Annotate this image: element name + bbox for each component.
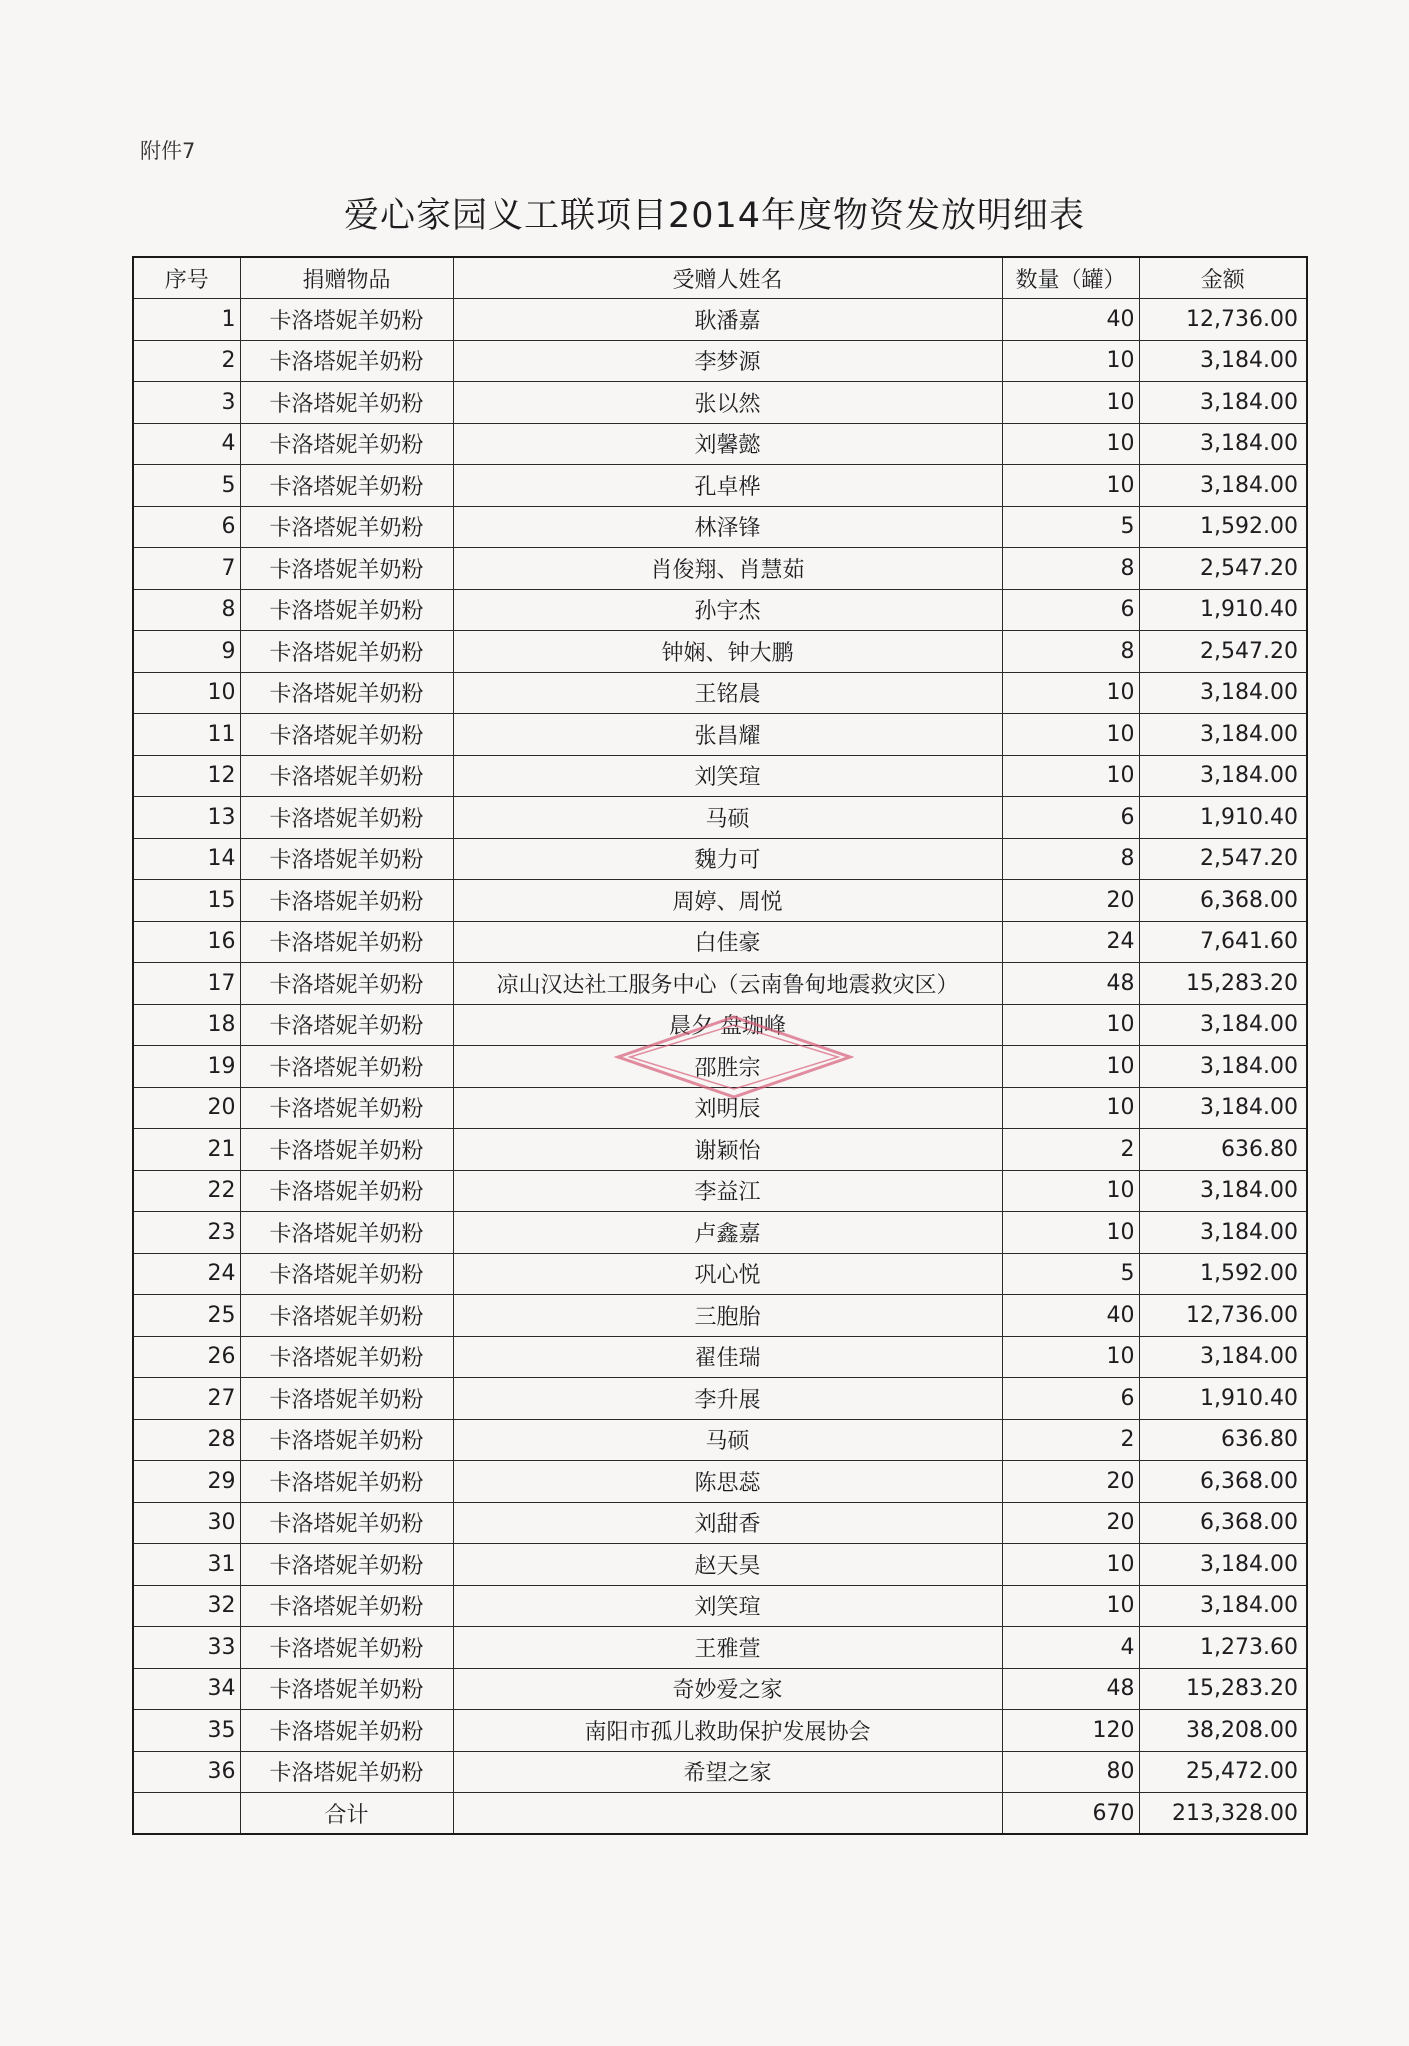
amount: 7,641.60 [1139, 921, 1307, 963]
donated-item: 卡洛塔妮羊奶粉 [240, 714, 453, 756]
quantity: 8 [1002, 838, 1139, 880]
donated-item: 卡洛塔妮羊奶粉 [240, 672, 453, 714]
amount: 3,184.00 [1139, 672, 1307, 714]
quantity: 20 [1002, 1461, 1139, 1503]
row-number: 30 [133, 1502, 240, 1544]
amount: 2,547.20 [1139, 548, 1307, 590]
recipient-name: 谢颖怡 [453, 1129, 1002, 1171]
donated-item: 卡洛塔妮羊奶粉 [240, 921, 453, 963]
amount: 15,283.20 [1139, 963, 1307, 1005]
table-row [133, 672, 1307, 714]
recipient-name: 刘笑瑄 [453, 1585, 1002, 1627]
amount: 3,184.00 [1139, 1544, 1307, 1586]
amount: 15,283.20 [1139, 1668, 1307, 1710]
row-number: 2 [133, 340, 240, 382]
donated-item: 卡洛塔妮羊奶粉 [240, 755, 453, 797]
table-row [133, 797, 1307, 839]
row-number: 16 [133, 921, 240, 963]
recipient-name: 孙宇杰 [453, 589, 1002, 631]
quantity: 2 [1002, 1419, 1139, 1461]
row-number: 27 [133, 1378, 240, 1420]
row-number: 26 [133, 1336, 240, 1378]
donated-item: 卡洛塔妮羊奶粉 [240, 1295, 453, 1337]
table-row [133, 1502, 1307, 1544]
amount: 1,910.40 [1139, 1378, 1307, 1420]
donated-item: 卡洛塔妮羊奶粉 [240, 1336, 453, 1378]
quantity: 10 [1002, 714, 1139, 756]
recipient-name: 卢鑫嘉 [453, 1212, 1002, 1254]
quantity: 10 [1002, 465, 1139, 507]
recipient-name: 奇妙爱之家 [453, 1668, 1002, 1710]
row-number: 8 [133, 589, 240, 631]
quantity: 40 [1002, 299, 1139, 341]
row-number: 5 [133, 465, 240, 507]
distribution-table [132, 256, 1308, 1835]
donated-item: 卡洛塔妮羊奶粉 [240, 1710, 453, 1752]
quantity: 20 [1002, 1502, 1139, 1544]
total-quantity: 670 [1002, 1793, 1139, 1835]
table-row [133, 1087, 1307, 1129]
quantity: 10 [1002, 1544, 1139, 1586]
donated-item: 卡洛塔妮羊奶粉 [240, 1378, 453, 1420]
recipient-name: 马硕 [453, 797, 1002, 839]
quantity: 8 [1002, 548, 1139, 590]
recipient-name: 马硕 [453, 1419, 1002, 1461]
table-row [133, 631, 1307, 673]
donated-item: 卡洛塔妮羊奶粉 [240, 423, 453, 465]
amount: 3,184.00 [1139, 714, 1307, 756]
recipient-name: 王雅萱 [453, 1627, 1002, 1669]
recipient-name: 刘甜香 [453, 1502, 1002, 1544]
table-row [133, 589, 1307, 631]
amount: 12,736.00 [1139, 1295, 1307, 1337]
amount: 3,184.00 [1139, 1004, 1307, 1046]
amount: 3,184.00 [1139, 1585, 1307, 1627]
total-label: 合计 [240, 1793, 453, 1835]
amount: 2,547.20 [1139, 838, 1307, 880]
quantity: 10 [1002, 340, 1139, 382]
row-number: 29 [133, 1461, 240, 1503]
recipient-name: 陈思蕊 [453, 1461, 1002, 1503]
recipient-name: 周婷、周悦 [453, 880, 1002, 922]
row-number: 6 [133, 506, 240, 548]
quantity: 10 [1002, 423, 1139, 465]
quantity: 10 [1002, 1170, 1139, 1212]
donated-item: 卡洛塔妮羊奶粉 [240, 631, 453, 673]
quantity: 6 [1002, 797, 1139, 839]
donated-item: 卡洛塔妮羊奶粉 [240, 1046, 453, 1088]
quantity: 48 [1002, 963, 1139, 1005]
donated-item: 卡洛塔妮羊奶粉 [240, 1129, 453, 1171]
quantity: 10 [1002, 1336, 1139, 1378]
recipient-name: 李益江 [453, 1170, 1002, 1212]
column-header-recipient: 受赠人姓名 [453, 257, 1002, 299]
donated-item: 卡洛塔妮羊奶粉 [240, 465, 453, 507]
row-number: 32 [133, 1585, 240, 1627]
column-header-amount: 金额 [1139, 257, 1307, 299]
table-row [133, 340, 1307, 382]
row-number: 33 [133, 1627, 240, 1669]
donated-item: 卡洛塔妮羊奶粉 [240, 506, 453, 548]
donated-item: 卡洛塔妮羊奶粉 [240, 880, 453, 922]
quantity: 10 [1002, 1087, 1139, 1129]
amount: 3,184.00 [1139, 755, 1307, 797]
table-row [133, 1585, 1307, 1627]
row-number: 7 [133, 548, 240, 590]
donated-item: 卡洛塔妮羊奶粉 [240, 299, 453, 341]
amount: 3,184.00 [1139, 382, 1307, 424]
row-number: 14 [133, 838, 240, 880]
column-header-item: 捐赠物品 [240, 257, 453, 299]
donated-item: 卡洛塔妮羊奶粉 [240, 382, 453, 424]
quantity: 10 [1002, 755, 1139, 797]
donated-item: 卡洛塔妮羊奶粉 [240, 1668, 453, 1710]
table-row [133, 1544, 1307, 1586]
recipient-name: 魏力可 [453, 838, 1002, 880]
quantity: 6 [1002, 589, 1139, 631]
donated-item: 卡洛塔妮羊奶粉 [240, 1585, 453, 1627]
row-number: 23 [133, 1212, 240, 1254]
recipient-name: 赵天昊 [453, 1544, 1002, 1586]
row-number: 31 [133, 1544, 240, 1586]
donated-item: 卡洛塔妮羊奶粉 [240, 1419, 453, 1461]
quantity: 120 [1002, 1710, 1139, 1752]
table-row [133, 1212, 1307, 1254]
row-number: 24 [133, 1253, 240, 1295]
amount: 3,184.00 [1139, 423, 1307, 465]
table-row [133, 1751, 1307, 1793]
table-row [133, 880, 1307, 922]
donated-item: 卡洛塔妮羊奶粉 [240, 548, 453, 590]
row-number: 3 [133, 382, 240, 424]
amount: 2,547.20 [1139, 631, 1307, 673]
donated-item: 卡洛塔妮羊奶粉 [240, 838, 453, 880]
row-number: 19 [133, 1046, 240, 1088]
row-number: 15 [133, 880, 240, 922]
amount: 6,368.00 [1139, 1461, 1307, 1503]
quantity: 6 [1002, 1378, 1139, 1420]
amount: 1,592.00 [1139, 506, 1307, 548]
amount: 3,184.00 [1139, 340, 1307, 382]
recipient-name: 白佳豪 [453, 921, 1002, 963]
quantity: 80 [1002, 1751, 1139, 1793]
recipient-name: 刘馨懿 [453, 423, 1002, 465]
total-row-empty-cell [453, 1793, 1002, 1835]
total-row-empty-cell [133, 1793, 240, 1835]
table-row [133, 1253, 1307, 1295]
table-body [133, 299, 1307, 1793]
table-row [133, 548, 1307, 590]
quantity: 2 [1002, 1129, 1139, 1171]
amount: 3,184.00 [1139, 1336, 1307, 1378]
table-header-row [133, 257, 1307, 299]
quantity: 20 [1002, 880, 1139, 922]
recipient-name: 刘明辰 [453, 1087, 1002, 1129]
quantity: 5 [1002, 1253, 1139, 1295]
recipient-name: 凉山汉达社工服务中心（云南鲁甸地震救灾区） [453, 963, 1002, 1005]
table-row [133, 1336, 1307, 1378]
row-number: 12 [133, 755, 240, 797]
attachment-label: 附件7 [140, 139, 196, 163]
recipient-name: 肖俊翔、肖慧茹 [453, 548, 1002, 590]
donated-item: 卡洛塔妮羊奶粉 [240, 797, 453, 839]
donated-item: 卡洛塔妮羊奶粉 [240, 1170, 453, 1212]
recipient-name: 南阳市孤儿救助保护发展协会 [453, 1710, 1002, 1752]
table-row [133, 1378, 1307, 1420]
total-amount: 213,328.00 [1139, 1793, 1307, 1835]
recipient-name: 李升展 [453, 1378, 1002, 1420]
recipient-name: 希望之家 [453, 1751, 1002, 1793]
quantity: 10 [1002, 382, 1139, 424]
donated-item: 卡洛塔妮羊奶粉 [240, 1461, 453, 1503]
row-number: 34 [133, 1668, 240, 1710]
row-number: 18 [133, 1004, 240, 1046]
row-number: 22 [133, 1170, 240, 1212]
recipient-name: 张以然 [453, 382, 1002, 424]
row-number: 17 [133, 963, 240, 1005]
table-row [133, 465, 1307, 507]
recipient-name: 晨夕 盘珈峰 [453, 1004, 1002, 1046]
row-number: 4 [133, 423, 240, 465]
recipient-name: 邵胜宗 [453, 1046, 1002, 1088]
column-header-no: 序号 [133, 257, 240, 299]
quantity: 40 [1002, 1295, 1139, 1337]
donated-item: 卡洛塔妮羊奶粉 [240, 589, 453, 631]
quantity: 48 [1002, 1668, 1139, 1710]
row-number: 25 [133, 1295, 240, 1337]
recipient-name: 孔卓桦 [453, 465, 1002, 507]
table-row [133, 1046, 1307, 1088]
table-row [133, 963, 1307, 1005]
amount: 1,910.40 [1139, 797, 1307, 839]
table-row [133, 1419, 1307, 1461]
quantity: 10 [1002, 672, 1139, 714]
table-row [133, 921, 1307, 963]
row-number: 20 [133, 1087, 240, 1129]
quantity: 24 [1002, 921, 1139, 963]
donated-item: 卡洛塔妮羊奶粉 [240, 963, 453, 1005]
amount: 3,184.00 [1139, 1087, 1307, 1129]
table-row [133, 1627, 1307, 1669]
donated-item: 卡洛塔妮羊奶粉 [240, 1212, 453, 1254]
row-number: 21 [133, 1129, 240, 1171]
row-number: 9 [133, 631, 240, 673]
table-row [133, 382, 1307, 424]
recipient-name: 钟娴、钟大鹏 [453, 631, 1002, 673]
table-row [133, 299, 1307, 341]
amount: 1,592.00 [1139, 1253, 1307, 1295]
recipient-name: 三胞胎 [453, 1295, 1002, 1337]
amount: 3,184.00 [1139, 1046, 1307, 1088]
quantity: 10 [1002, 1046, 1139, 1088]
amount: 3,184.00 [1139, 1170, 1307, 1212]
row-number: 13 [133, 797, 240, 839]
quantity: 4 [1002, 1627, 1139, 1669]
amount: 3,184.00 [1139, 1212, 1307, 1254]
recipient-name: 巩心悦 [453, 1253, 1002, 1295]
amount: 636.80 [1139, 1129, 1307, 1171]
table-row [133, 1129, 1307, 1171]
amount: 12,736.00 [1139, 299, 1307, 341]
amount: 3,184.00 [1139, 465, 1307, 507]
table-row [133, 1710, 1307, 1752]
quantity: 10 [1002, 1585, 1139, 1627]
row-number: 11 [133, 714, 240, 756]
recipient-name: 刘笑瑄 [453, 755, 1002, 797]
donated-item: 卡洛塔妮羊奶粉 [240, 1627, 453, 1669]
table-row [133, 1170, 1307, 1212]
quantity: 8 [1002, 631, 1139, 673]
page-title: 爱心家园义工联项目2014年度物资发放明细表 [343, 196, 1086, 236]
donated-item: 卡洛塔妮羊奶粉 [240, 1004, 453, 1046]
donated-item: 卡洛塔妮羊奶粉 [240, 1087, 453, 1129]
amount: 25,472.00 [1139, 1751, 1307, 1793]
donated-item: 卡洛塔妮羊奶粉 [240, 1253, 453, 1295]
amount: 6,368.00 [1139, 880, 1307, 922]
row-number: 28 [133, 1419, 240, 1461]
recipient-name: 林泽锋 [453, 506, 1002, 548]
table-row [133, 714, 1307, 756]
amount: 38,208.00 [1139, 1710, 1307, 1752]
quantity: 5 [1002, 506, 1139, 548]
table-row [133, 1668, 1307, 1710]
recipient-name: 张昌耀 [453, 714, 1002, 756]
table-row [133, 755, 1307, 797]
amount: 636.80 [1139, 1419, 1307, 1461]
table-row [133, 506, 1307, 548]
quantity: 10 [1002, 1212, 1139, 1254]
total-row [133, 1793, 1307, 1835]
recipient-name: 翟佳瑞 [453, 1336, 1002, 1378]
donated-item: 卡洛塔妮羊奶粉 [240, 1502, 453, 1544]
recipient-name: 王铭晨 [453, 672, 1002, 714]
row-number: 10 [133, 672, 240, 714]
amount: 1,910.40 [1139, 589, 1307, 631]
amount: 6,368.00 [1139, 1502, 1307, 1544]
donated-item: 卡洛塔妮羊奶粉 [240, 340, 453, 382]
table-row [133, 423, 1307, 465]
row-number: 36 [133, 1751, 240, 1793]
donated-item: 卡洛塔妮羊奶粉 [240, 1751, 453, 1793]
row-number: 1 [133, 299, 240, 341]
table-row [133, 1004, 1307, 1046]
table-row [133, 1461, 1307, 1503]
column-header-quantity: 数量（罐） [1002, 257, 1139, 299]
amount: 1,273.60 [1139, 1627, 1307, 1669]
table-row [133, 1295, 1307, 1337]
table-row [133, 838, 1307, 880]
quantity: 10 [1002, 1004, 1139, 1046]
row-number: 35 [133, 1710, 240, 1752]
recipient-name: 耿潘嘉 [453, 299, 1002, 341]
recipient-name: 李梦源 [453, 340, 1002, 382]
donated-item: 卡洛塔妮羊奶粉 [240, 1544, 453, 1586]
